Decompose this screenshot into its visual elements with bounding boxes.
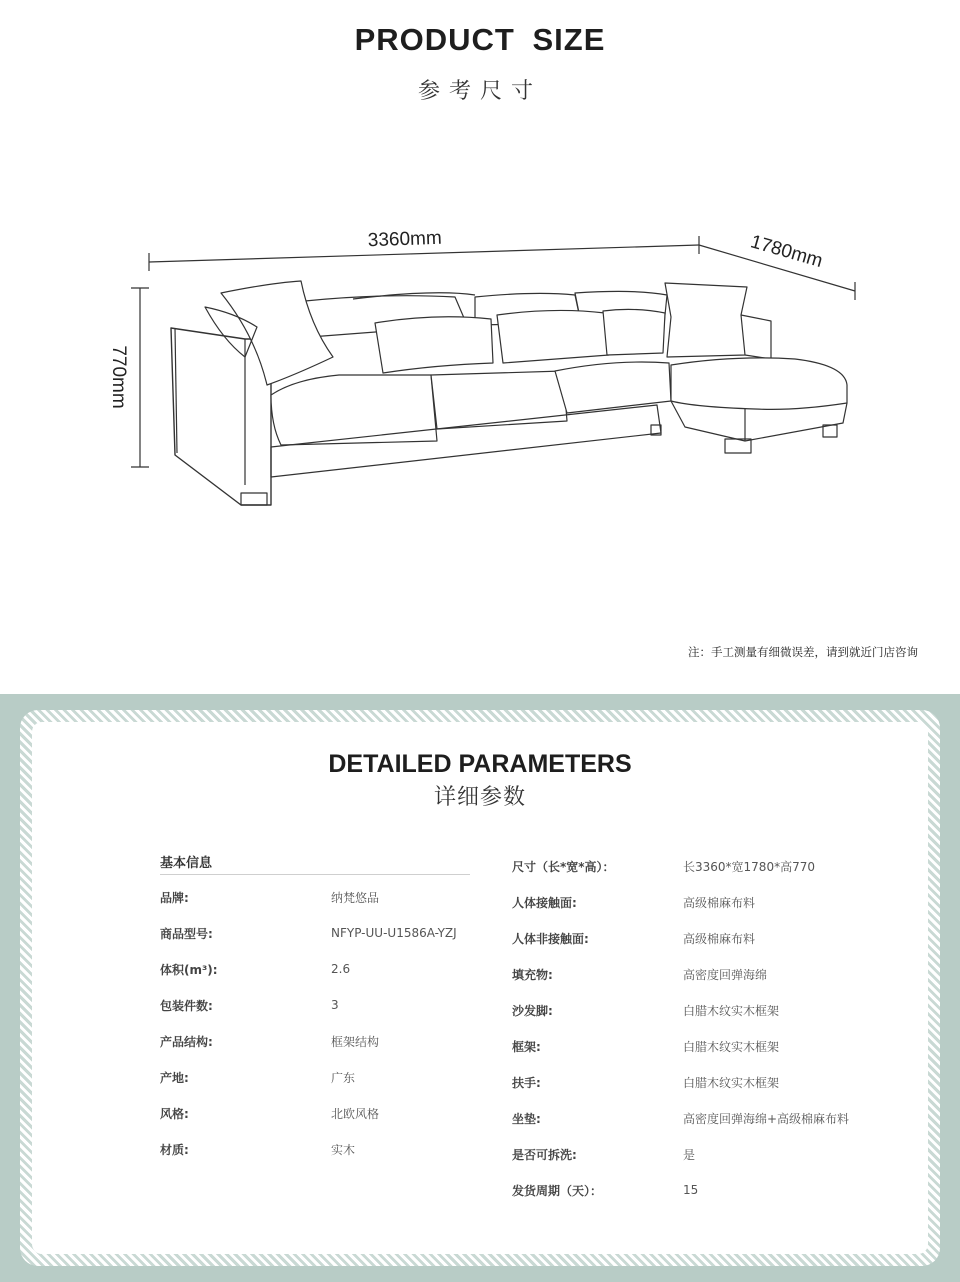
product-size-subtitle: 参考尺寸 (417, 79, 542, 104)
param-label: 风格: (160, 1106, 189, 1121)
param-label: 人体接触面: (512, 895, 577, 910)
param-row (512, 1136, 912, 1172)
dimension-width-label: 3360mm (367, 227, 443, 252)
param-label: 产地: (160, 1070, 189, 1085)
param-label: 品牌: (160, 890, 189, 905)
param-value: 实木 (331, 1142, 356, 1157)
param-row (512, 1064, 912, 1100)
param-row (512, 920, 912, 956)
param-row (160, 915, 470, 951)
param-value: 高级棉麻布料 (683, 895, 756, 910)
param-row (512, 1172, 912, 1208)
spec-column (512, 848, 912, 1208)
param-label: 包装件数: (160, 998, 213, 1013)
parameters-title: DETAILED PARAMETERS (328, 750, 632, 778)
param-value: 高密度回弹海绵+高级棉麻布料 (683, 1111, 850, 1126)
param-row (512, 1100, 912, 1136)
param-value: 白腊木纹实木框架 (683, 1075, 780, 1090)
sofa-sketch (95, 215, 875, 515)
param-row (160, 1095, 470, 1131)
param-value: 长3360*宽1780*高770 (683, 859, 815, 874)
param-label: 人体非接触面: (512, 931, 589, 946)
param-label: 是否可拆洗: (512, 1147, 577, 1162)
param-value: 纳梵悠品 (331, 890, 380, 905)
basic-info-column (160, 852, 470, 1167)
param-value: 2.6 (331, 962, 351, 976)
param-row (160, 987, 470, 1023)
param-label: 商品型号: (160, 926, 213, 941)
param-label: 填充物: (512, 967, 553, 982)
param-label: 材质: (160, 1142, 189, 1157)
product-size-title: PRODUCT SIZE (354, 22, 606, 57)
param-row (160, 1023, 470, 1059)
param-row (512, 992, 912, 1028)
param-label: 坐垫: (512, 1111, 541, 1126)
dimension-depth-label: 1780mm (748, 231, 825, 272)
measurement-note: 注：手工测量有细微误差，请到就近门店咨询 (688, 645, 918, 659)
param-label: 体积(m³): (160, 962, 218, 977)
param-value: 是 (683, 1147, 696, 1162)
param-label: 产品结构: (160, 1034, 213, 1049)
param-value: 白腊木纹实木框架 (683, 1039, 780, 1054)
param-value: 北欧风格 (331, 1106, 380, 1121)
parameters-card (32, 722, 928, 1254)
param-label: 发货周期（天）： (512, 1183, 603, 1198)
param-row (512, 956, 912, 992)
param-value: 框架结构 (331, 1034, 380, 1049)
param-row (512, 1028, 912, 1064)
param-label: 沙发脚: (512, 1003, 553, 1018)
parameters-section (0, 694, 960, 1282)
param-label: 扶手: (512, 1075, 541, 1090)
param-value: 高级棉麻布料 (683, 931, 756, 946)
param-row (512, 848, 912, 884)
param-row (512, 884, 912, 920)
param-value: 高密度回弹海绵 (683, 967, 768, 982)
dimension-height-label: 770mm (108, 345, 129, 409)
parameters-subtitle: 详细参数 (433, 785, 526, 810)
param-value: NFYP-UU-U1586A-YZJ (331, 926, 457, 940)
param-row (160, 1131, 470, 1167)
param-value: 15 (683, 1183, 699, 1197)
basic-info-heading: 基本信息 (160, 852, 470, 875)
param-value: 广东 (331, 1070, 356, 1085)
param-row (160, 1059, 470, 1095)
param-row (160, 879, 470, 915)
param-label: 框架: (512, 1039, 541, 1054)
param-row (160, 951, 470, 987)
param-label: 尺寸（长*宽*高）： (512, 859, 615, 874)
param-value: 白腊木纹实木框架 (683, 1003, 780, 1018)
param-value: 3 (331, 998, 339, 1012)
parameters-frame (20, 710, 940, 1266)
